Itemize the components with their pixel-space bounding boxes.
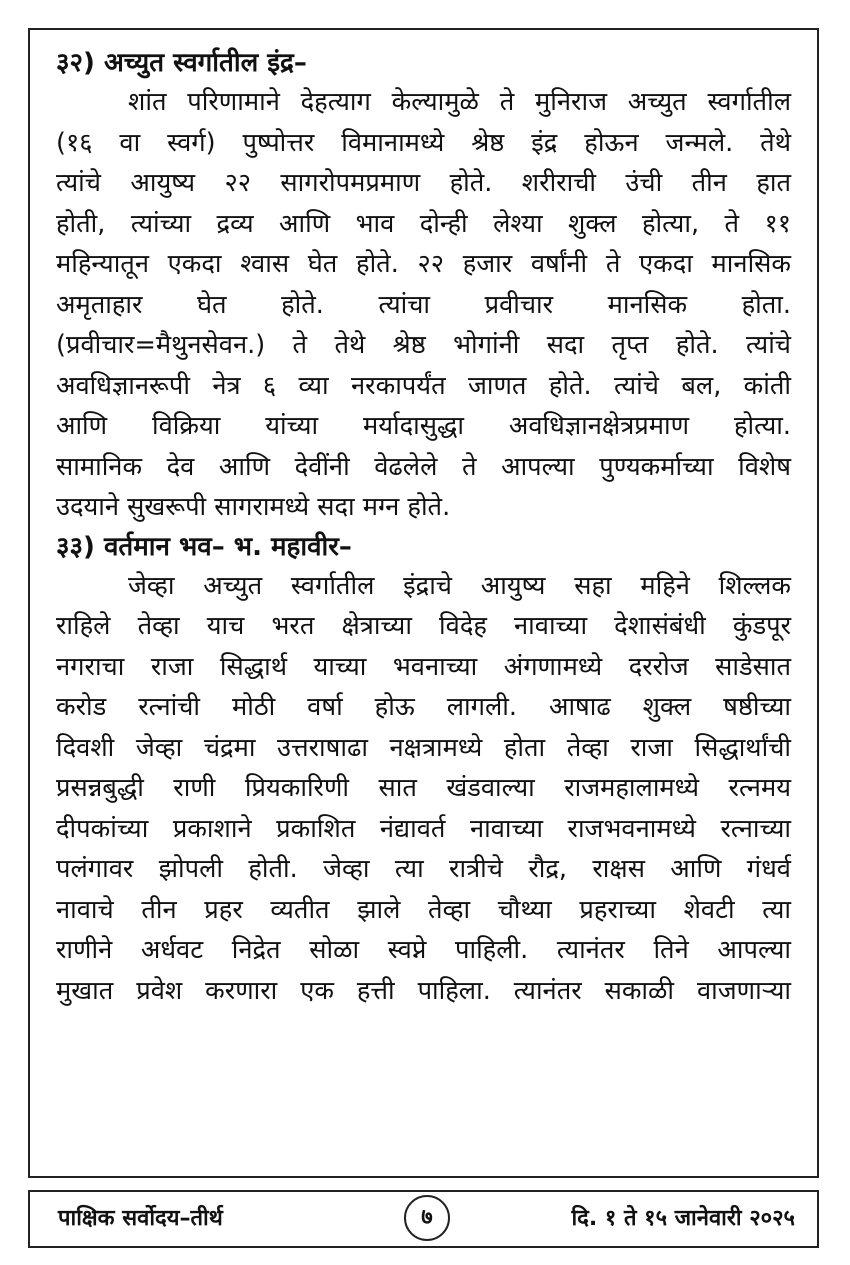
text-line: उदयाने सुखरूपी सागरामध्ये सदा मग्न होते. [56, 492, 451, 522]
text-line: नगराचा राजा सिद्धार्थ याच्या भवनाच्या अंगणामध्ये दररोज साडेसात [56, 651, 791, 682]
text-line: (१६ वा स्वर्ग) पुष्पोत्तर विमानामध्ये श्रेष्ठ इंद्र होऊन जन्मले. तेथे [56, 127, 791, 158]
text-line: सामानिक देव आणि देवींनी वेढलेले ते आपल्या पुण्यकर्माच्या विशेष [56, 451, 791, 482]
text-line: जेव्हा अच्युत स्वर्गातील इंद्राचे आयुष्य सहा महिने शिल्लक [128, 570, 791, 601]
text-line: दीपकांच्या प्रकाशाने प्रकाशित नंद्यावर्त नावाच्या राजभवनामध्ये रत्नाच्या [56, 813, 791, 844]
text-line: करोड रत्नांची मोठी वर्षा होऊ लागली. आषाढ शुक्ल षष्ठीच्या [56, 692, 791, 722]
page-number: ७ [404, 1195, 450, 1241]
text-line: नावाचे तीन प्रहर व्यतीत झाले तेव्हा चौथ्या प्रहराच्या शेवटी त्या [56, 894, 791, 925]
text-line: शांत परिणामाने देहत्याग केल्यामुळे ते मुनिराज अच्युत स्वर्गातील [128, 87, 791, 117]
text-line: त्यांचे आयुष्य २२ सागरोपमप्रमाण होते. शरीराची उंची तीन हात [56, 168, 791, 198]
text-line: राहिले तेव्हा याच भरत क्षेत्राच्या विदेह नावाच्या देशासंबंधी कुंडपूर [56, 611, 791, 641]
issue-date: दि. १ ते १५ जानेवारी २०२५ [571, 1206, 795, 1231]
publication-name: पाक्षिक सर्वोदय–तीर्थ [58, 1206, 223, 1231]
text-line: होती, त्यांच्या द्रव्य आणि भाव दोन्ही लेश्या शुक्ल होत्या, ते ११ [56, 208, 791, 239]
text-line: दिवशी जेव्हा चंद्रमा उत्तराषाढा नक्षत्रामध्ये होता तेव्हा राजा सिद्धार्थांची [56, 732, 791, 763]
section-33-paragraph [56, 566, 791, 1012]
section-32-paragraph [56, 82, 791, 528]
text-line: अमृताहार घेत होते. त्यांचा प्रवीचार मानसिक होता. [56, 289, 791, 320]
text-line: प्रसन्नबुद्धी राणी प्रियकारिणी सात खंडवाल्या राजमहालामध्ये रत्नमय [56, 773, 791, 803]
text-line: राणीने अर्धवट निद्रेत सोळा स्वप्ने पाहिली. त्यानंतर तिने आपल्या [56, 935, 791, 965]
text-line: अवधिज्ञानरूपी नेत्र ६ व्या नरकापर्यंत जाणत होते. त्यांचे बल, कांती [56, 370, 791, 401]
page-footer [28, 1190, 819, 1248]
text-line: महिन्यातून एकदा श्वास घेत होते. २२ हजार वर्षांनी ते एकदा मानसिक [56, 249, 791, 279]
text-line: पलंगावर झोपली होती. जेव्हा त्या रात्रीचे रौद्र, राक्षस आणि गंधर्व [56, 854, 791, 884]
section-32-heading: ३२) अच्युत स्वर्गातील इंद्र– [56, 48, 307, 78]
text-line: (प्रवीचार=मैथुनसेवन.) ते तेथे श्रेष्ठ भोगांनी सदा तृप्त होते. त्यांचे [56, 330, 791, 360]
text-line: आणि विक्रिया यांच्या मर्यादासुद्धा अवधिज्ञानक्षेत्रप्रमाण होत्या. [56, 411, 791, 441]
text-line: मुखात प्रवेश करणारा एक हत्ती पाहिला. त्यानंतर सकाळी वाजणाऱ्या [56, 975, 791, 1006]
section-33-heading: ३३) वर्तमान भव– भ. महावीर– [56, 531, 352, 562]
article-body [28, 28, 819, 1178]
